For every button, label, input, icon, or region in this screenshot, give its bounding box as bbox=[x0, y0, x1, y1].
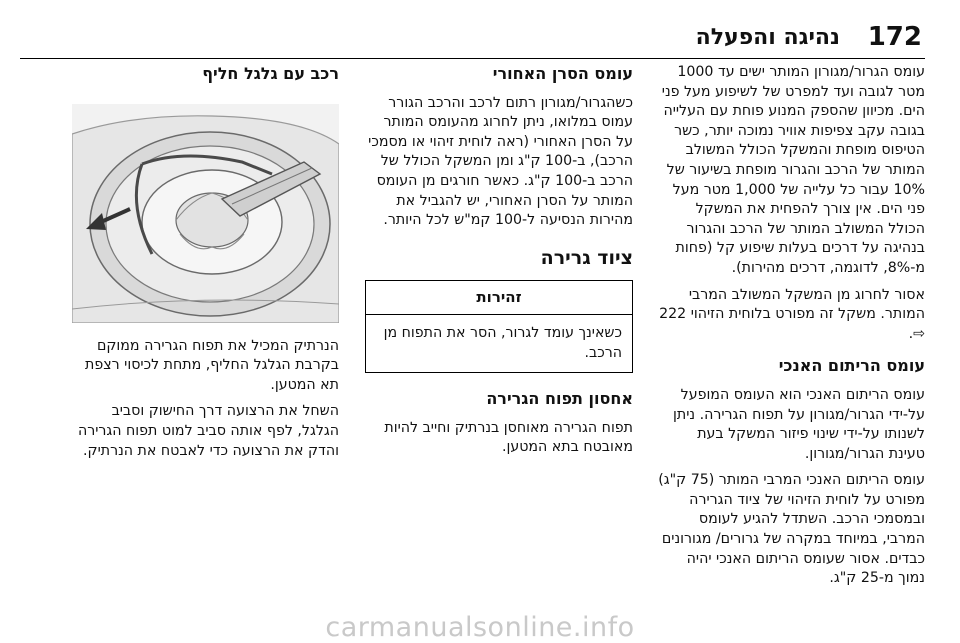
tow-ball-storage-paragraph: תפוח הגרירה מאוחסן בנרתיק וחייב להיות מאובטח בתא המטען. bbox=[384, 419, 633, 456]
right-column bbox=[657, 63, 925, 596]
gradient-load-paragraph: עומס הגרור/מגורון המותר ישים עד 1000 מטר לגובה ועד למפרט של לשיפוע מעל פני הים. מכיוון שהספק המנוע פוחת עם העלייה בגובה עקב צפיפות אוויר נמוכה יותר, כשר הטיפוס מופחת והמשקל הכולל המשולב המותר של הרכב והגרור מופחת בשיעור של 10% עבור כל עלייה של 1,000 מטר מעל פני הים. אין צורך להפחית את המשקל הכולל המשולב המותר של הרכב והגרור בנהיגה על דרכים בעלות שיפוע קל (פחות מ-8%, לדוגמה, דרכים מהירות). bbox=[661, 64, 925, 276]
rear-axle-load-heading: עומס הסרן האחורי bbox=[492, 64, 633, 83]
rear-axle-load-paragraph: כשהגרור/מגורון רתום לרכב והרכב הגורר עמוס במלואו, ניתן לחרוג מהעומס המותר על הסרן האחורי (ראה לוחית זיהוי או מסמכי הרכב), ב-100 ק"ג ומן המשקל הכולל של הרכב ב-100 ק"ג. כאשר חורגים מן העומס המותר על הסרן האחורי, יש להגביל את מהירות הנסיעה ל-100 קמ"ש לכל היותר. bbox=[368, 94, 633, 229]
site-watermark: carmanualsonline.info bbox=[325, 612, 635, 643]
page-header bbox=[0, 22, 960, 62]
vertical-load-max-paragraph: עומס הריתום האנכי המרבי המותר (75 ק"ג) מפורט על לוחית הזיהוי של ציוד הגרירה ובמסמכי הרכב. השתדל להגיע לעומס המרבי, במיוחד במקרה של גרורים/ מגורונים כבדים. אסור שעומס הריתום האנכי יהיה נמוך מ-25 ק"ג. bbox=[658, 472, 925, 587]
page-number: 172 bbox=[867, 22, 922, 52]
bag-location-paragraph: הנרתיק המכיל את תפוח הגרירה ממוקם בקרבת הגלגל החליף, מתחת לכיסוי רצפת תא המטען. bbox=[85, 337, 339, 393]
caution-text: כשאינך עומד לגרור, הסר את התפוח מן הרכב. bbox=[383, 324, 622, 361]
left-column bbox=[72, 63, 339, 468]
spare-wheel-illustration bbox=[72, 104, 339, 323]
caution-box bbox=[365, 280, 633, 373]
tow-ball-storage-heading: אחסון תפוח הגרירה bbox=[486, 389, 633, 409]
max-combined-weight-paragraph: אסור לחרוג מן המשקל המשולב המרבי המותר. משקל זה מפורט בלוחית הזיהוי 222 ⇨. bbox=[659, 286, 925, 342]
header-divider bbox=[20, 58, 925, 59]
chapter-title: נהיגה והפעלה bbox=[695, 25, 840, 50]
towing-equipment-heading: ציוד גרירה bbox=[540, 246, 633, 269]
strap-instructions-paragraph: השחל את הרצועה דרך החישוק וסביב הגלגל, לפף אותה סביב למוט תפוח הגרירה והדק את הרצועה כדי לאבטח את הנרתיק. bbox=[77, 403, 339, 459]
vertical-coupling-load-heading: עומס הריתום האנכי bbox=[778, 356, 925, 376]
caution-title: זהירות bbox=[366, 281, 632, 315]
vertical-load-definition-paragraph: עומס הריתום האנכי הוא העומס המופעל על-ידי הגרור/מגורון על תפוח הגרירה. ניתן לשנותו על-ידי שינוי פיזור המשקל בעת טעינת הגרור/מגורון. bbox=[673, 386, 925, 462]
spare-wheel-vehicle-heading: רכב עם גלגל חליף bbox=[202, 64, 339, 83]
middle-column bbox=[365, 63, 633, 465]
